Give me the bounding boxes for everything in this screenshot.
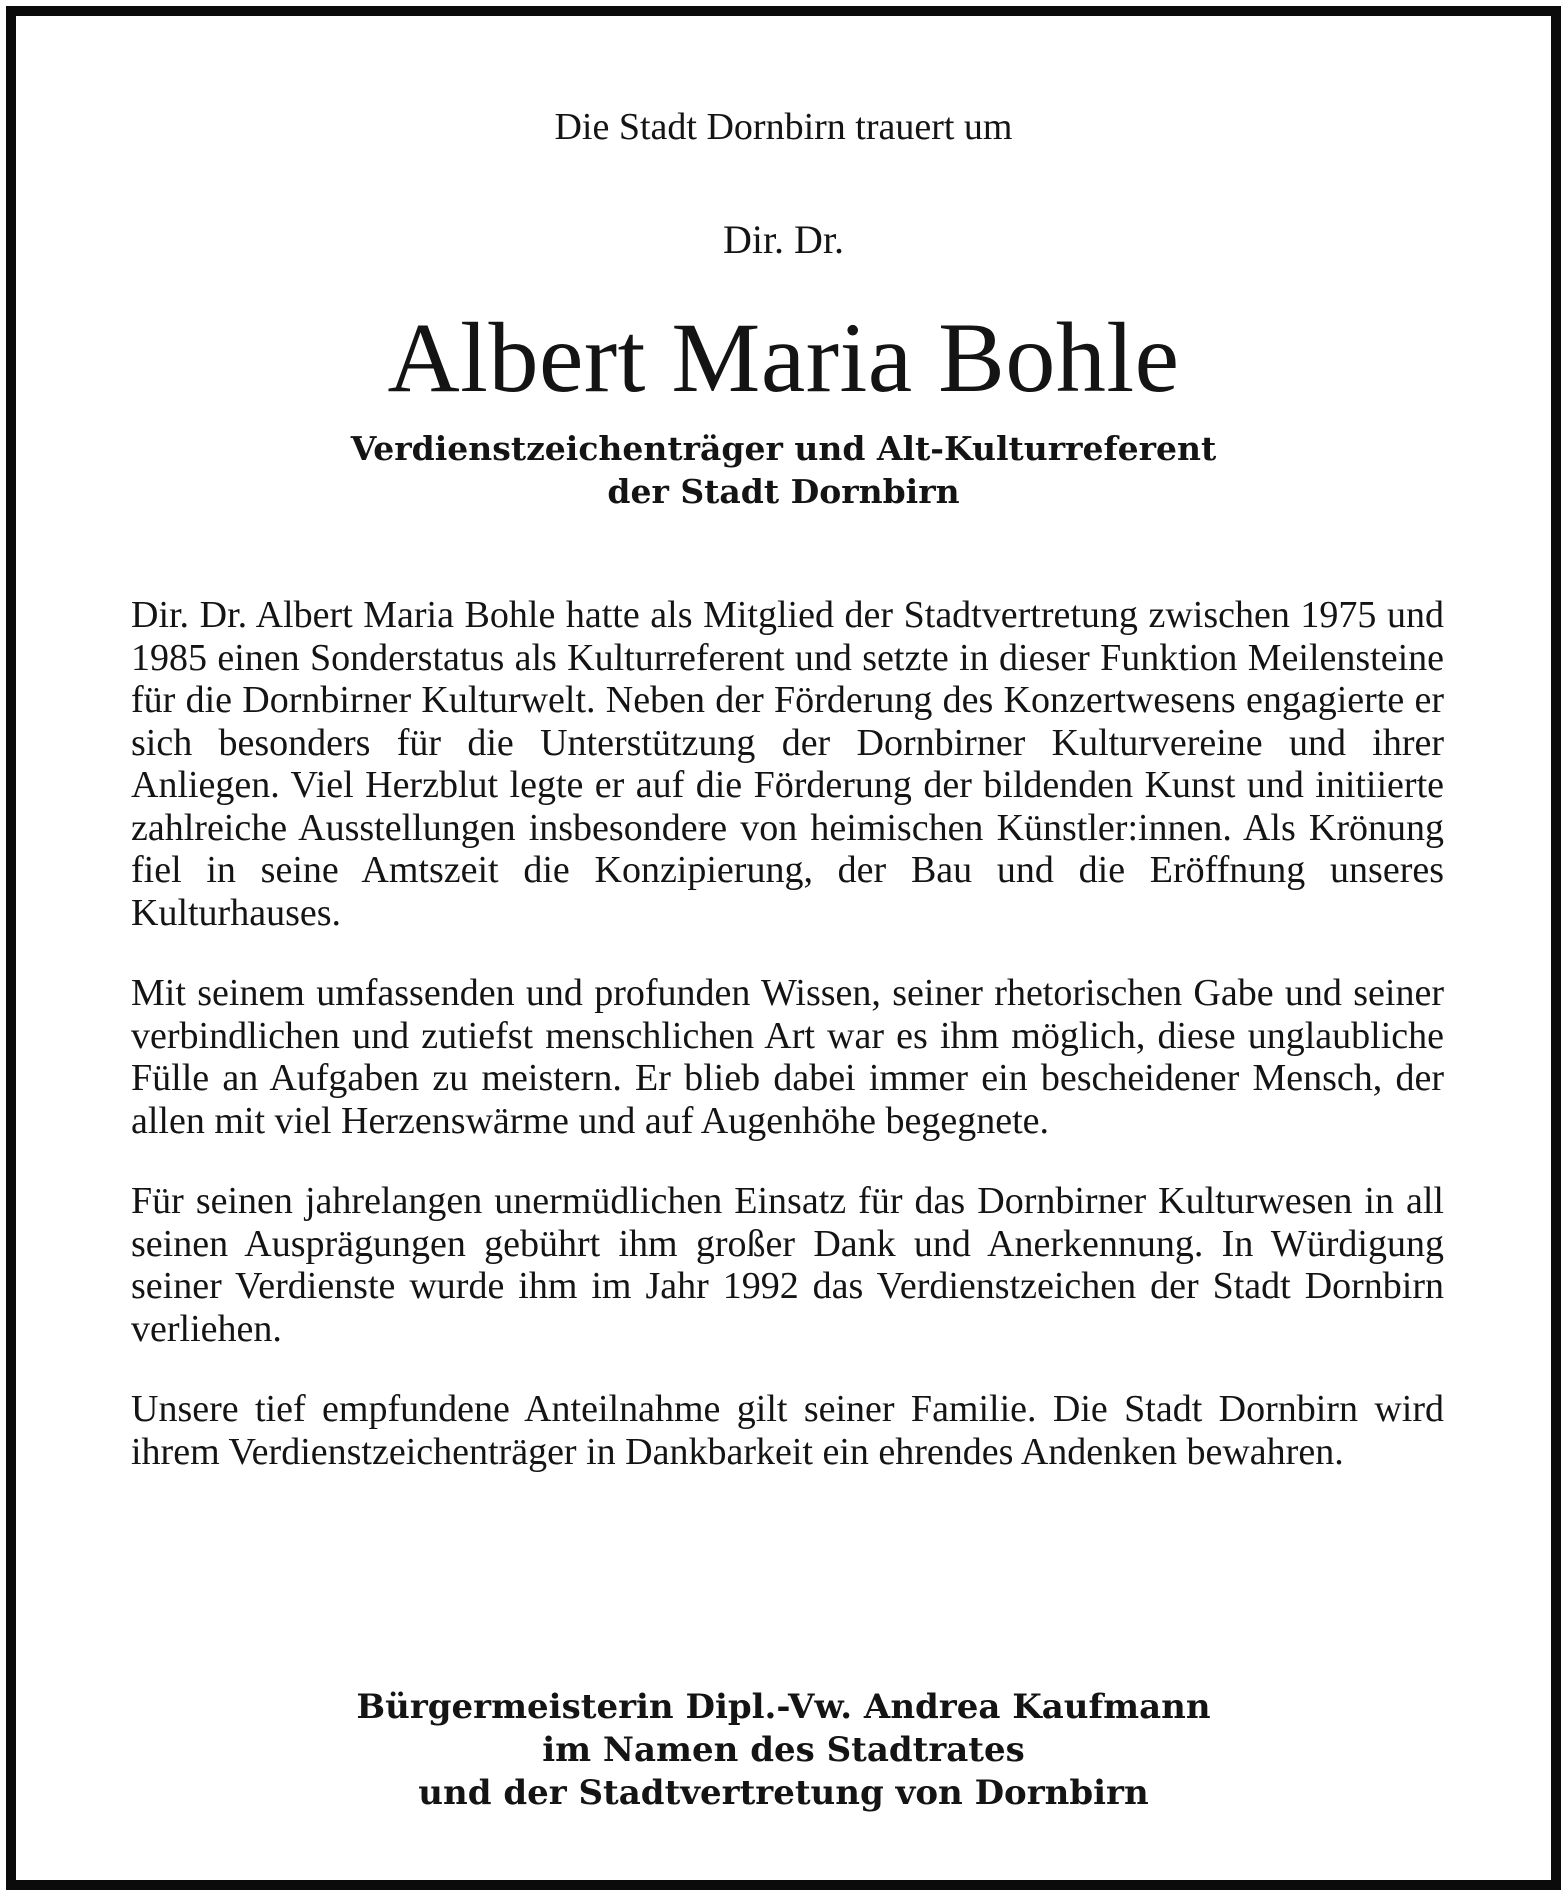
signature-block bbox=[16, 1686, 1551, 1815]
signature-line: im Namen des Stadtrates bbox=[542, 1730, 1025, 1770]
signature-line: Bürgermeisterin Dipl.-Vw. Andrea Kaufmann bbox=[356, 1687, 1211, 1727]
tribute-paragraph: Für seinen jahrelangen unermüdlichen Einsatz für das Dornbirner Kulturwesen in all seinen Ausprägungen gebührt ihm großer Dank und Anerkennung. In Würdigung seiner Verdienste wurde ihm im Jahr 1992 das Verdienstzeichen der Stadt Dornbirn verliehen. bbox=[131, 1180, 1444, 1350]
signature-line: und der Stadtvertretung von Dornbirn bbox=[418, 1773, 1149, 1813]
subtitle-line: der Stadt Dornbirn bbox=[607, 472, 960, 511]
tribute-paragraph: Dir. Dr. Albert Maria Bohle hatte als Mitglied der Stadtvertretung zwischen 1975 und 1985 einen Sonderstatus als Kulturreferent und setzte in dieser Funktion Meilensteine für die Dornbirner Kulturwelt. Neben der Förderung des Konzertwesens engagierte er sich besonders für die Unterstützung der Dornbirner Kulturvereine und ihrer Anliegen. Viel Herzblut legte er auf die Förderung der bildenden Kunst und initiierte zahlreiche Ausstellungen insbesondere von heimischen Künstler:innen. Als Krönung fiel in seine Amtszeit die Konzipierung, der Bau und die Eröffnung unseres Kulturhauses. bbox=[131, 594, 1444, 934]
subtitle-line: Verdienstzeichenträger und Alt-Kulturreferent bbox=[350, 429, 1217, 468]
academic-title: Dir. Dr. bbox=[722, 217, 845, 262]
obituary-notice bbox=[6, 6, 1561, 1890]
tribute-text bbox=[131, 594, 1444, 1511]
deceased-name: Albert Maria Bohle bbox=[387, 302, 1180, 413]
tribute-paragraph: Mit seinem umfassenden und profunden Wissen, seiner rhetorischen Gabe und seiner verbindlichen und zutiefst menschlichen Art war es ihm möglich, diese unglaubliche Fülle an Aufgaben zu meistern. Er blieb dabei immer ein bescheidener Mensch, der allen mit viel Herzenswärme und auf Augenhöhe begegnete. bbox=[131, 972, 1444, 1142]
intro-line: Die Stadt Dornbirn trauert um bbox=[554, 106, 1013, 148]
honorific-subtitle bbox=[16, 427, 1551, 513]
tribute-paragraph: Unsere tief empfundene Anteilnahme gilt seiner Familie. Die Stadt Dornbirn wird ihrem Verdienstzeichenträger in Dankbarkeit ein ehrendes Andenken bewahren. bbox=[131, 1388, 1444, 1473]
